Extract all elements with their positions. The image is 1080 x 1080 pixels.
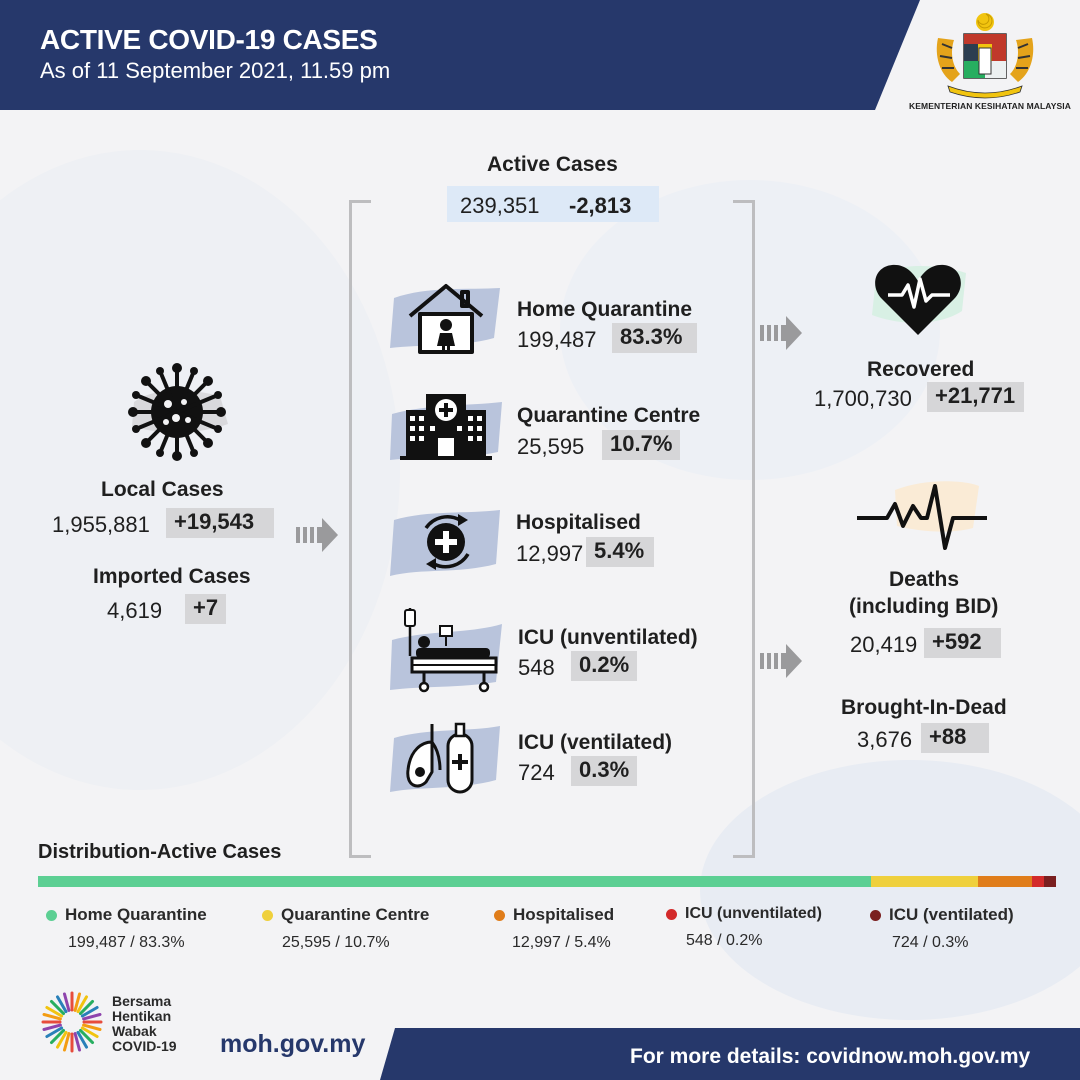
campaign-line: Bersama	[112, 993, 172, 1009]
right-bracket	[733, 200, 755, 858]
legend-dot	[262, 910, 273, 921]
legend-dot	[666, 909, 677, 920]
category-percent: 0.2%	[571, 651, 637, 681]
category-value: 548	[518, 655, 555, 680]
legend-label: ICU (unventilated)	[685, 905, 822, 922]
deaths-value: 20,419	[850, 632, 918, 657]
legend-value: 548 / 0.2%	[686, 932, 763, 949]
arrow-right-icon	[760, 644, 804, 678]
recovered-change: +21,771	[927, 382, 1024, 412]
bid-label: Brought-In-Dead	[841, 696, 1007, 719]
lungs-ventilator-icon	[388, 720, 504, 796]
arrow-right-icon	[296, 518, 340, 552]
category-label: Home Quarantine	[517, 298, 693, 321]
distribution-segment-4	[1044, 876, 1056, 887]
heartbeat-heart-icon	[858, 255, 978, 343]
local-cases-value: 1,955,881	[52, 512, 150, 537]
legend-item	[46, 905, 207, 952]
legend-item	[494, 905, 614, 952]
category-value: 12,997	[516, 541, 584, 566]
distribution-title: Distribution-Active Cases	[38, 841, 282, 863]
arrow-right-icon	[760, 316, 804, 350]
category-percent: 0.3%	[571, 756, 637, 786]
legend-label: Quarantine Centre	[281, 905, 430, 924]
house-icon	[388, 282, 504, 354]
legend-value: 12,997 / 5.4%	[512, 934, 611, 951]
distribution-segment-1	[871, 876, 978, 887]
deaths-label: Deaths	[889, 568, 960, 591]
distribution-segment-0	[38, 876, 871, 887]
medical-cross-icon	[388, 506, 504, 578]
pulse-line-icon	[855, 476, 990, 552]
campaign-line: Wabak	[112, 1023, 157, 1039]
deaths-change: +592	[924, 628, 1001, 658]
legend-label: Home Quarantine	[65, 905, 207, 924]
legend-value: 199,487 / 83.3%	[68, 934, 185, 951]
legend-item	[870, 905, 1014, 952]
category-value: 25,595	[517, 434, 585, 459]
background-blob	[0, 150, 400, 790]
active-cases-change: -2,813	[569, 193, 632, 218]
legend-dot	[494, 910, 505, 921]
category-value: 724	[518, 760, 555, 785]
category-label: ICU (ventilated)	[518, 731, 673, 754]
legend-label: ICU (ventilated)	[889, 905, 1014, 924]
campaign-line: COVID-19	[112, 1038, 177, 1054]
left-bracket	[349, 200, 371, 858]
active-cases-value: 239,351	[460, 193, 540, 218]
distribution-bar	[38, 876, 1056, 887]
category-percent: 10.7%	[602, 430, 680, 460]
malaysia-crest-logo	[930, 8, 1040, 100]
legend-dot	[46, 910, 57, 921]
ministry-name: KEMENTERIAN KESIHATAN MALAYSIA	[909, 101, 1071, 111]
category-label: Hospitalised	[516, 511, 641, 534]
legend-item	[262, 905, 429, 952]
legend-label: Hospitalised	[513, 905, 615, 924]
recovered-label: Recovered	[867, 358, 975, 381]
legend-value: 724 / 0.3%	[892, 934, 969, 951]
legend-value: 25,595 / 10.7%	[282, 934, 390, 951]
legend-dot	[870, 910, 881, 921]
distribution-segment-2	[978, 876, 1032, 887]
recovered-value: 1,700,730	[814, 386, 912, 411]
hospital-building-icon	[388, 392, 504, 464]
category-label: ICU (unventilated)	[518, 626, 698, 649]
details-link[interactable]: For more details: covidnow.moh.gov.my	[630, 1045, 1031, 1068]
deaths-sublabel: (including BID)	[849, 595, 999, 618]
background-blob	[700, 760, 1080, 1020]
distribution-segment-3	[1032, 876, 1044, 887]
category-percent: 5.4%	[586, 537, 654, 567]
local-cases-change: +19,543	[166, 508, 274, 538]
imported-cases-change: +7	[185, 594, 226, 624]
category-value: 199,487	[517, 327, 597, 352]
imported-cases-label: Imported Cases	[93, 565, 251, 588]
virus-icon	[120, 362, 235, 462]
local-cases-label: Local Cases	[101, 478, 224, 501]
page-subtitle: As of 11 September 2021, 11.59 pm	[40, 58, 391, 83]
category-percent: 83.3%	[612, 323, 697, 353]
category-label: Quarantine Centre	[517, 404, 701, 427]
bid-change: +88	[921, 723, 989, 753]
moh-website-link[interactable]: moh.gov.my	[220, 1030, 366, 1058]
page-title: ACTIVE COVID-19 CASES	[40, 24, 378, 55]
legend-item	[666, 905, 822, 950]
imported-cases-value: 4,619	[107, 598, 163, 623]
campaign-line: Hentikan	[112, 1008, 172, 1024]
active-cases-title: Active Cases	[487, 153, 618, 176]
icu-bed-icon	[388, 604, 504, 694]
bid-value: 3,676	[857, 727, 913, 752]
